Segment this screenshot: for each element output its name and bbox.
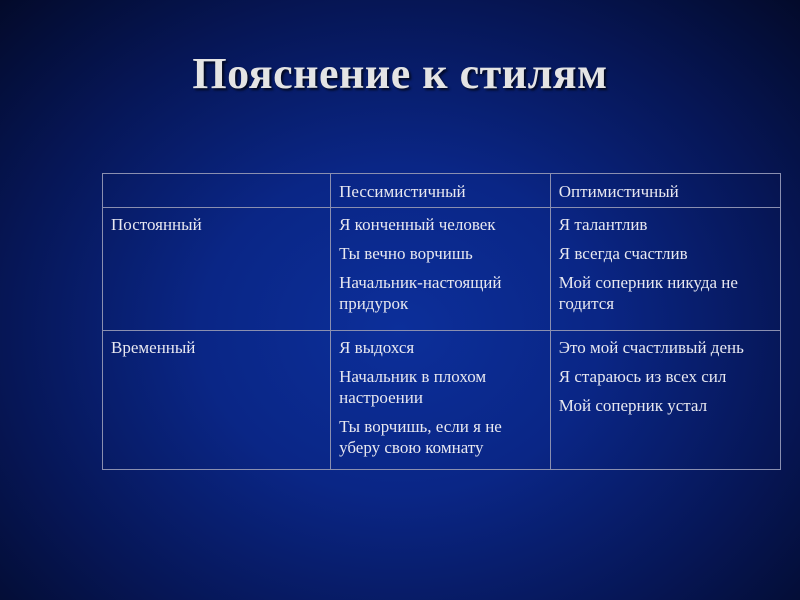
cell-line: Это мой счастливый день — [558, 338, 744, 357]
slide-title: Пояснение к стилям — [192, 49, 608, 98]
header-pessimistic: Пессимистичный — [331, 174, 551, 208]
cell-line: Ты вечно ворчишь — [339, 244, 473, 263]
row-label-permanent: Постоянный — [103, 208, 331, 331]
cell-permanent-pessimistic — [331, 208, 551, 331]
table-header-row — [103, 174, 781, 208]
cell-line: Ты ворчишь, если я не уберу свою комнату — [339, 417, 502, 457]
row-label-temporary: Временный — [103, 331, 331, 470]
header-empty-cell — [103, 174, 331, 208]
styles-table-container — [102, 173, 781, 470]
cell-line: Я талантлив — [558, 215, 648, 234]
cell-permanent-optimistic — [550, 208, 780, 331]
cell-line: Я конченный человек — [339, 215, 496, 234]
header-optimistic: Оптимистичный — [550, 174, 780, 208]
cell-temporary-pessimistic — [331, 331, 551, 470]
cell-line: Начальник в плохом настроении — [339, 367, 487, 407]
styles-table — [102, 173, 781, 470]
cell-line: Мой соперник устал — [558, 396, 708, 415]
cell-line: Я всегда счастлив — [558, 244, 688, 263]
cell-line: Я выдохся — [339, 338, 415, 357]
table-row-permanent — [103, 208, 781, 331]
cell-line: Мой соперник никуда не годится — [558, 273, 738, 313]
cell-line: Начальник-настоящий придурок — [339, 273, 502, 313]
cell-line: Я стараюсь из всех сил — [558, 367, 727, 386]
cell-temporary-optimistic — [550, 331, 780, 470]
table-row-temporary — [103, 331, 781, 470]
